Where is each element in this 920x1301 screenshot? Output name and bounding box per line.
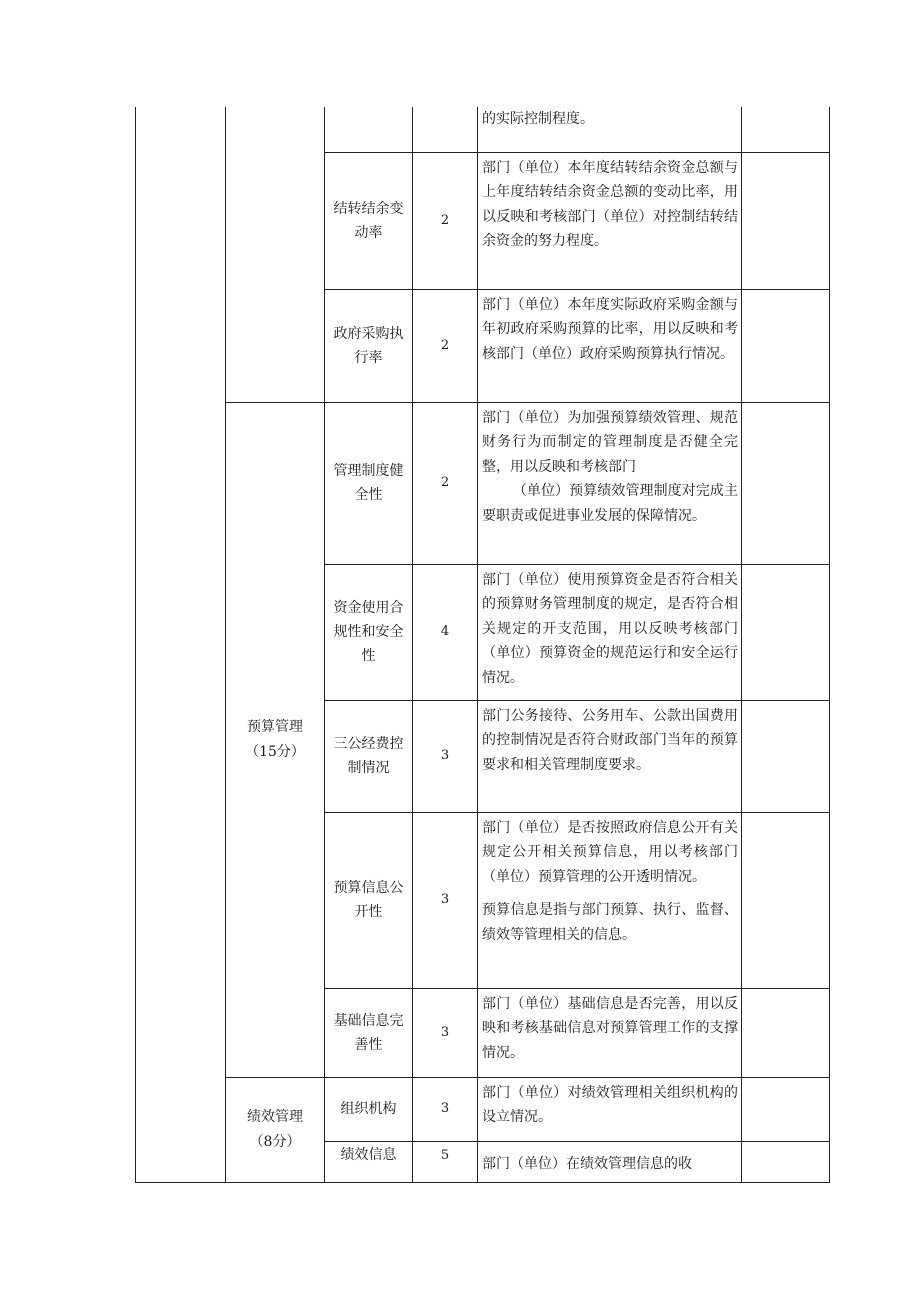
indicator-cell <box>325 107 413 152</box>
remark-cell <box>742 1077 830 1141</box>
score-cell: 3 <box>413 1077 478 1141</box>
score-cell: 3 <box>413 812 478 988</box>
indicator-cell: 管理制度健全性 <box>325 402 413 564</box>
indicator-cell: 基础信息完善性 <box>325 988 413 1077</box>
score-cell: 2 <box>413 289 478 402</box>
remark-cell <box>742 152 830 289</box>
score-cell <box>413 107 478 152</box>
score-cell: 2 <box>413 152 478 289</box>
score-cell: 4 <box>413 564 478 700</box>
table-row <box>136 1077 830 1141</box>
indicator-cell: 资金使用合规性和安全性 <box>325 564 413 700</box>
description-cell: 部门（单位）本年度结转结余资金总额与上年度结转结余资金总额的变动比率，用以反映和考核部门（单位）对控制结转结余资金的努力程度。 <box>478 152 742 289</box>
description-cell: 部门（单位）在绩效管理信息的收 <box>478 1141 742 1182</box>
score-cell: 3 <box>413 988 478 1077</box>
score-cell: 2 <box>413 402 478 564</box>
table-row <box>136 402 830 564</box>
evaluation-table <box>135 107 830 1183</box>
remark-cell <box>742 289 830 402</box>
description-cell: 部门（单位）是否按照政府信息公开有关规定公开相关预算信息，用以考核部门（单位）预算管理的公开透明情况。 预算信息是指与部门预算、执行、监督、绩效等管理相关的信息。 <box>478 812 742 988</box>
description-cell: 部门（单位）对绩效管理相关组织机构的设立情况。 <box>478 1077 742 1141</box>
remark-cell <box>742 812 830 988</box>
remark-cell <box>742 107 830 152</box>
remark-cell <box>742 988 830 1077</box>
category-budget-management: 预算管理 （15分） <box>226 402 325 1077</box>
description-cell: 部门公务接待、公务用车、公款出国费用的控制情况是否符合财政部门当年的预算要求和相关管理制度要求。 <box>478 700 742 812</box>
remark-cell <box>742 564 830 700</box>
score-cell: 3 <box>413 700 478 812</box>
description-cell: 部门（单位）本年度实际政府采购金额与年初政府采购预算的比率，用以反映和考核部门（单位）政府采购预算执行情况。 <box>478 289 742 402</box>
level1-cell <box>136 107 226 1182</box>
indicator-cell: 绩效信息 <box>325 1141 413 1182</box>
indicator-cell: 组织机构 <box>325 1077 413 1141</box>
level2-cell <box>226 107 325 402</box>
score-cell: 5 <box>413 1141 478 1182</box>
remark-cell <box>742 700 830 812</box>
remark-cell <box>742 402 830 564</box>
description-cell: 的实际控制程度。 <box>478 107 742 152</box>
indicator-cell: 三公经费控制情况 <box>325 700 413 812</box>
indicator-cell: 预算信息公开性 <box>325 812 413 988</box>
category-performance-management: 绩效管理 （8分） <box>226 1077 325 1182</box>
description-cell: 部门（单位）使用预算资金是否符合相关的预算财务管理制度的规定，是否符合相关规定的开支范围，用以反映考核部门（单位）预算资金的规范运行和安全运行情况。 <box>478 564 742 700</box>
remark-cell <box>742 1141 830 1182</box>
indicator-cell: 政府采购执行率 <box>325 289 413 402</box>
table-row <box>136 107 830 152</box>
indicator-cell: 结转结余变动率 <box>325 152 413 289</box>
description-cell: 部门（单位）为加强预算绩效管理、规范财务行为而制定的管理制度是否健全完整，用以反映和考核部门 （单位）预算绩效管理制度对完成主要职责或促进事业发展的保障情况。 <box>478 402 742 564</box>
description-cell: 部门（单位）基础信息是否完善，用以反映和考核基础信息对预算管理工作的支撑情况。 <box>478 988 742 1077</box>
